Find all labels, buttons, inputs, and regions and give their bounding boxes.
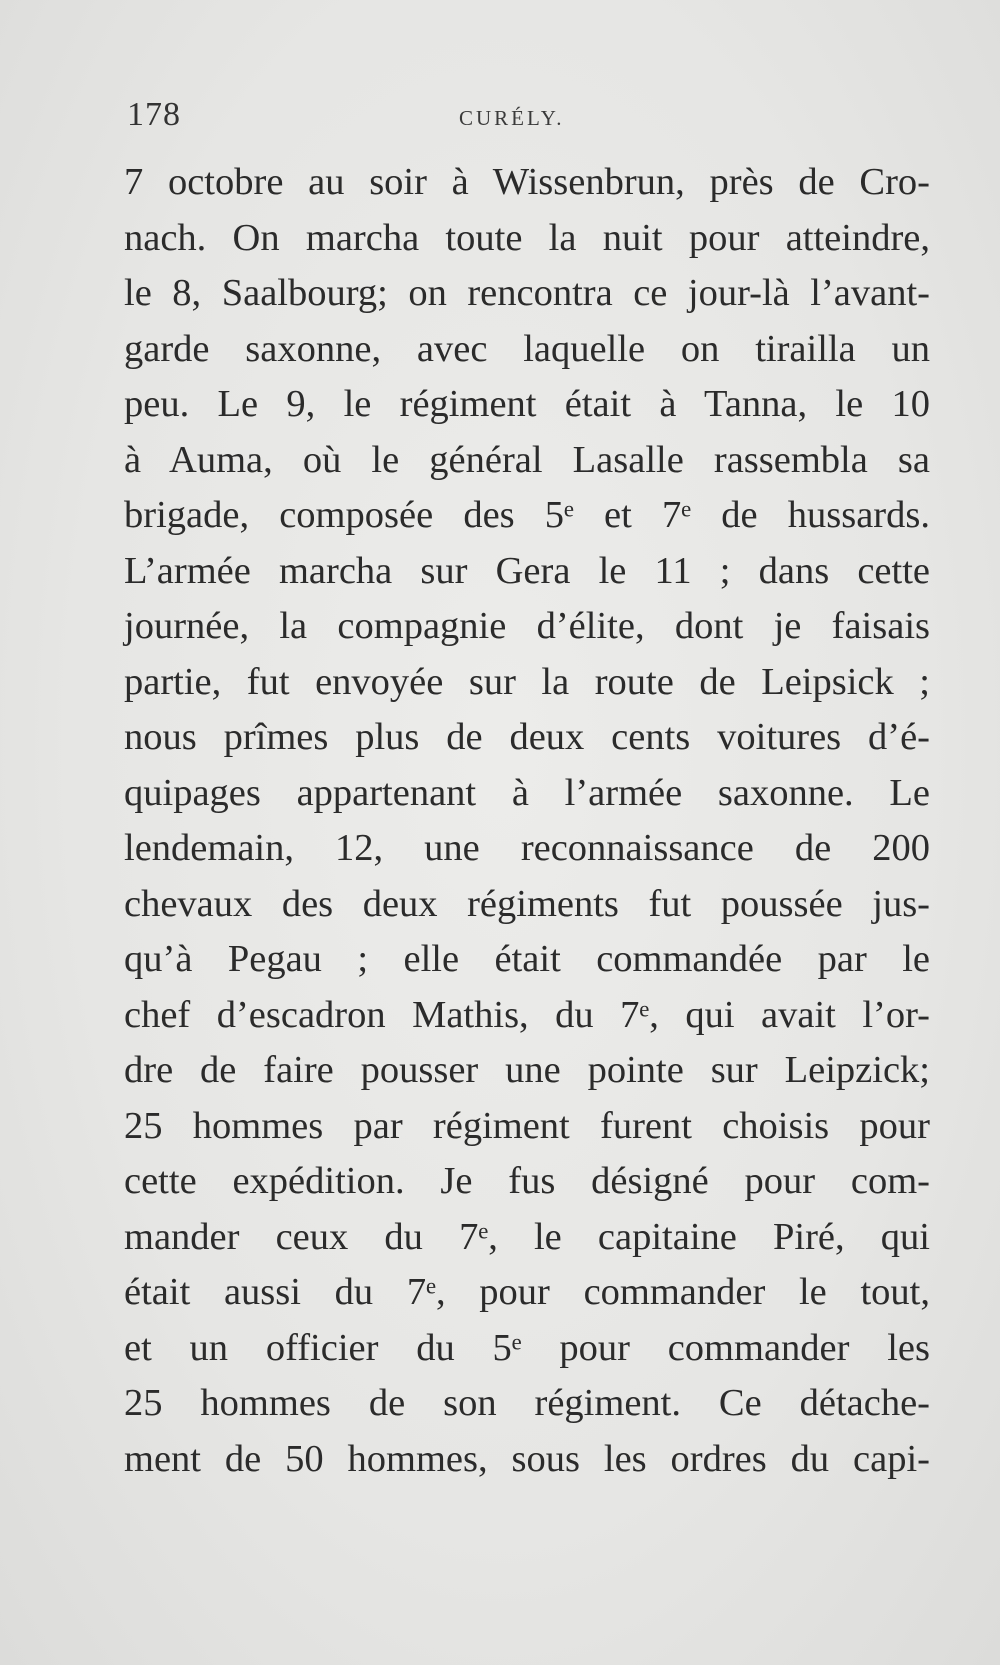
- running-title: CURÉLY.: [459, 106, 565, 130]
- text-line: dre de faire pousser une pointe sur Leipzick;: [124, 1049, 930, 1091]
- text-line: 25 hommes par régiment furent choisis pour: [124, 1104, 930, 1147]
- text-line: chef d’escadron Mathis, du 7ᵉ, qui avait l’or-: [124, 993, 930, 1036]
- text-line: lendemain, 12, une reconnaissance de 200: [124, 827, 930, 869]
- text-line: 25 hommes de son régiment. Ce détache-: [124, 1382, 930, 1424]
- text-line: journée, la compagnie d’élite, dont je faisais: [124, 605, 930, 647]
- text-line: était aussi du 7ᵉ, pour commander le tout,: [124, 1271, 930, 1313]
- text-line: partie, fut envoyée sur la route de Leipsick ;: [124, 660, 930, 703]
- text-line: chevaux des deux régiments fut poussée jus-: [124, 882, 930, 925]
- text-line: et un officier du 5ᵉ pour commander les: [124, 1326, 930, 1369]
- running-head: [127, 96, 927, 140]
- text-line: nach. On marcha toute la nuit pour atteindre,: [124, 216, 930, 259]
- text-line: 7 octobre au soir à Wissenbrun, près de Cro-: [124, 161, 930, 203]
- text-line: le 8, Saalbourg; on rencontra ce jour-là l’avant-: [124, 272, 930, 314]
- page-number: 178: [127, 96, 181, 133]
- text-line: peu. Le 9, le régiment était à Tanna, le 10: [124, 383, 930, 425]
- text-line: qu’à Pegau ; elle était commandée par le: [124, 938, 930, 980]
- text-line: quipages appartenant à l’armée saxonne. Le: [124, 771, 930, 814]
- text-line: L’armée marcha sur Gera le 11 ; dans cette: [124, 549, 930, 592]
- text-line: cette expédition. Je fus désigné pour com-: [124, 1160, 930, 1202]
- text-line: ment de 50 hommes, sous les ordres du capi-: [124, 1437, 930, 1480]
- text-line: nous prîmes plus de deux cents voitures d’é-: [124, 716, 930, 758]
- text-line: mander ceux du 7ᵉ, le capitaine Piré, qui: [124, 1215, 930, 1258]
- text-line: brigade, composée des 5ᵉ et 7ᵉ de hussards.: [124, 494, 930, 536]
- text-line: garde saxonne, avec laquelle on tirailla un: [124, 327, 930, 370]
- text-line: à Auma, où le général Lasalle rassembla sa: [124, 438, 930, 481]
- body-text: [124, 155, 930, 1487]
